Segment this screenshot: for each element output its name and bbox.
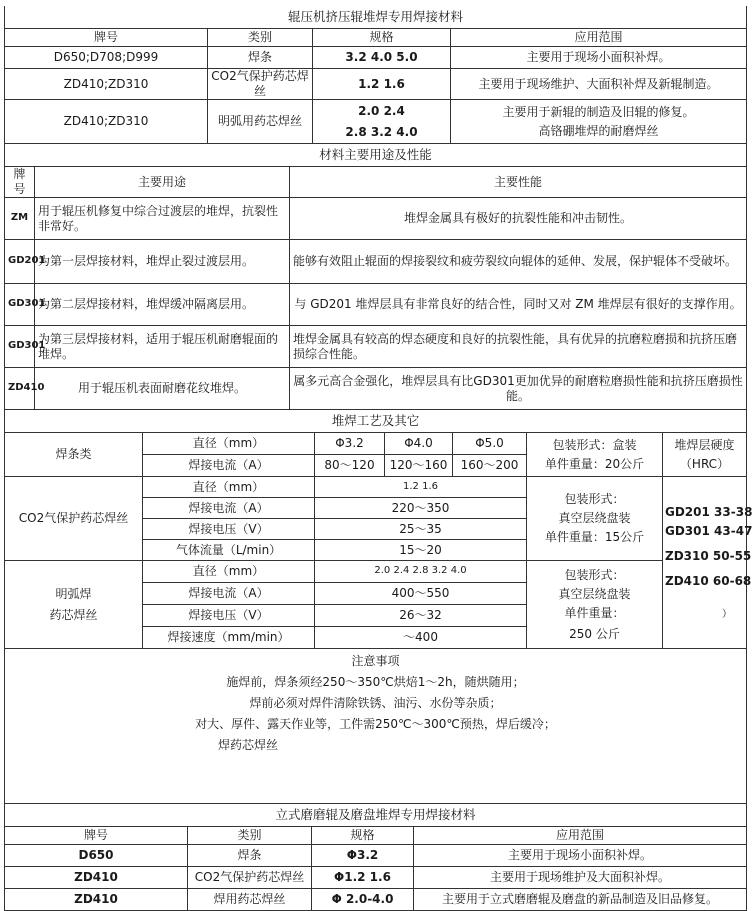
param-value: 160～200 <box>453 455 527 477</box>
param-value: 15～20 <box>315 540 527 561</box>
header-category: 类别 <box>188 827 312 845</box>
table-cell-use: 用于辊压机表面耐磨花纹堆焊。 <box>35 368 290 410</box>
packaging-line: 包装形式： <box>564 567 625 582</box>
hardness-header-line: （HRC） <box>679 456 730 471</box>
roller-press-materials-table <box>4 6 747 144</box>
table-cell-usage: 主要用于现场维护及大面积补焊。 <box>414 867 747 889</box>
table-cell-category: 焊条 <box>188 845 312 867</box>
note-line: 焊药芯焊丝 <box>218 738 279 752</box>
notes-title: 注意事项 <box>351 654 400 668</box>
table-cell-grade: D650;D708;D999 <box>5 47 208 69</box>
header-grade: 牌号 <box>5 827 188 845</box>
welding-process-table <box>4 410 752 804</box>
table-cell-grade: ZD410 <box>5 889 188 911</box>
open-arc-line: 药芯焊丝 <box>49 607 98 622</box>
param-value: 26～32 <box>315 605 527 627</box>
param-label: 焊接电流（A） <box>143 498 315 519</box>
table-cell-usage: 主要用于现场小面积补焊。 <box>451 47 747 69</box>
note-line: 焊前必须对焊件清除铁锈、油污、水份等杂质； <box>249 696 502 710</box>
param-value: Φ4.0 <box>385 433 453 455</box>
table-cell-grade: ZD410 <box>5 867 188 889</box>
param-label: 焊接电流（A） <box>143 455 315 477</box>
param-value: Φ5.0 <box>453 433 527 455</box>
table-cell-performance: 属多元高合金强化，堆焊层具有比GD301更加优异的耐磨粒磨损性能和抗挤压磨损性能。 <box>290 368 747 410</box>
table-cell-category: 焊条 <box>208 47 313 69</box>
table-cell-grade: ZD410 <box>5 368 35 410</box>
packaging-line: 单件重量：15公斤 <box>544 530 645 544</box>
packaging-line: 真空层绕盘装 <box>558 511 631 525</box>
table-cell-usage <box>451 100 747 144</box>
param-value: 2.0 2.4 2.8 3.2 4.0 <box>315 561 527 583</box>
header-spec: 规格 <box>313 29 451 47</box>
table-cell-use: 用于辊压机修复中综合过渡层的堆焊，抗裂性非常好。 <box>35 198 290 240</box>
open-arc-wire-label <box>5 561 143 649</box>
table-cell-category: CO2气保护药芯焊丝 <box>208 69 313 100</box>
usage-line: 高铬硼堆焊的耐磨焊丝 <box>538 123 659 138</box>
header-category: 类别 <box>208 29 313 47</box>
param-value: 400～550 <box>315 583 527 605</box>
param-label: 直径（mm） <box>143 561 315 583</box>
param-label: 气体流量（L/min） <box>143 540 315 561</box>
packaging-info <box>527 561 663 649</box>
param-value: 25～35 <box>315 519 527 540</box>
table-cell-performance: 堆焊金属具有较高的焊态硬度和良好的抗裂性能，具有优异的抗磨粒磨损和抗挤压磨损综合性能。 <box>290 326 747 368</box>
spec-line: 2.0 2.4 <box>358 103 405 118</box>
note-line: 对大、厚件、露天作业等，工件需250℃～300℃预热，焊后缓冷； <box>195 717 556 731</box>
notes-section <box>5 649 747 804</box>
packaging-line: 250 公斤 <box>569 626 620 641</box>
table-cell-usage: 主要用于立式磨磨辊及磨盘的新品制造及旧品修复。 <box>414 889 747 911</box>
table-cell-grade: GD301 <box>5 326 35 368</box>
table-cell-use: 为第二层焊接材料，堆焊缓冲隔离层用。 <box>35 284 290 326</box>
hardness-mark: ） <box>722 609 733 621</box>
param-label: 焊接电压（V） <box>143 605 315 627</box>
packaging-line: 单件重量：20公斤 <box>544 456 645 471</box>
usage-line: 主要用于新辊的制造及旧辊的修复。 <box>502 104 695 119</box>
hardness-values <box>663 477 752 649</box>
table-cell-spec: 3.2 4.0 5.0 <box>313 47 451 69</box>
hardness-line: GD301 43-47 <box>665 524 752 539</box>
header-spec: 规格 <box>312 827 414 845</box>
header-grade: 牌号 <box>5 167 35 198</box>
table-cell-grade: D650 <box>5 845 188 867</box>
table-cell-category: CO2气保护药芯焊丝 <box>188 867 312 889</box>
table-cell-spec: Φ 2.0-4.0 <box>312 889 414 911</box>
table-cell-category: 焊用药芯焊丝 <box>188 889 312 911</box>
material-usage-table <box>4 144 747 410</box>
table3-title: 堆焊工艺及其它 <box>5 410 747 433</box>
table4-title: 立式磨磨辊及磨盘堆焊专用焊接材料 <box>5 804 747 827</box>
table1-title: 辊压机挤压辊堆焊专用焊接材料 <box>5 6 747 29</box>
table-cell-performance: 能够有效阻止辊面的焊接裂纹和疲劳裂纹向辊体的延伸、发展，保护辊体不受破坏。 <box>290 240 747 284</box>
header-usage: 应用范围 <box>451 29 747 47</box>
table-cell-use: 为第一层焊接材料，堆焊止裂过渡层用。 <box>35 240 290 284</box>
table-cell-usage: 主要用于现场维护、大面积补焊及新辊制造。 <box>451 69 747 100</box>
packaging-info <box>527 477 663 561</box>
table-cell-use: 为第三层焊接材料，适用于辊压机耐磨辊面的堆焊。 <box>35 326 290 368</box>
hardness-line: ZD410 60-68 <box>665 574 752 589</box>
open-arc-line: 明弧焊 <box>55 586 92 601</box>
param-value: 220～350 <box>315 498 527 519</box>
table-cell-grade: ZD410;ZD310 <box>5 100 208 144</box>
table-cell-grade: GD201 <box>5 240 35 284</box>
param-label: 焊接电压（V） <box>143 519 315 540</box>
header-use: 主要用途 <box>35 167 290 198</box>
packaging-line: 包装形式：盒装 <box>552 437 637 452</box>
note-line: 施焊前，焊条须经250～350℃烘焙1～2h，随烘随用； <box>226 675 525 689</box>
table2-title: 材料主要用途及性能 <box>5 144 747 167</box>
table-cell-grade: ZM <box>5 198 35 240</box>
spec-line: 2.8 3.2 4.0 <box>345 124 418 139</box>
hardness-line: ZD310 50-55 <box>665 549 752 564</box>
param-value: Φ3.2 <box>315 433 385 455</box>
table-cell-spec <box>313 100 451 144</box>
table-cell-grade: ZD410;ZD310 <box>5 69 208 100</box>
param-value: 1.2 1.6 <box>315 477 527 498</box>
param-label: 直径（mm） <box>143 477 315 498</box>
param-label: 焊接速度（mm/min） <box>143 627 315 649</box>
packaging-line: 单件重量： <box>564 605 625 620</box>
param-value: 120～160 <box>385 455 453 477</box>
param-value: ～400 <box>315 627 527 649</box>
table-cell-usage: 主要用于现场小面积补焊。 <box>414 845 747 867</box>
table-cell-spec: 1.2 1.6 <box>313 69 451 100</box>
packaging-info <box>527 433 663 477</box>
param-label: 直径（mm） <box>143 433 315 455</box>
header-performance: 主要性能 <box>290 167 747 198</box>
hardness-header <box>663 433 747 477</box>
co2-wire-label: CO2气保护药芯焊丝 <box>5 477 143 561</box>
table-cell-performance: 与 GD201 堆焊层具有非常良好的结合性，同时又对 ZM 堆焊层有很好的支撑作用。 <box>290 284 747 326</box>
vertical-mill-materials-table <box>4 804 747 911</box>
document-page <box>4 6 752 911</box>
table-cell-category: 明弧用药芯焊丝 <box>208 100 313 144</box>
packaging-line: 包装形式： <box>564 492 625 506</box>
hardness-header-line: 堆焊层硬度 <box>674 437 735 452</box>
table-cell-grade: GD301 <box>5 284 35 326</box>
header-usage: 应用范围 <box>414 827 747 845</box>
table-cell-spec: Φ1.2 1.6 <box>312 867 414 889</box>
table-cell-performance: 堆焊金属具有极好的抗裂性能和冲击韧性。 <box>290 198 747 240</box>
param-label: 焊接电流（A） <box>143 583 315 605</box>
table-cell-spec: Φ3.2 <box>312 845 414 867</box>
electrode-label: 焊条类 <box>5 433 143 477</box>
hardness-line: GD201 33-38 <box>665 505 752 520</box>
header-grade: 牌号 <box>5 29 208 47</box>
packaging-line: 真空层绕盘装 <box>558 586 631 601</box>
param-value: 80～120 <box>315 455 385 477</box>
